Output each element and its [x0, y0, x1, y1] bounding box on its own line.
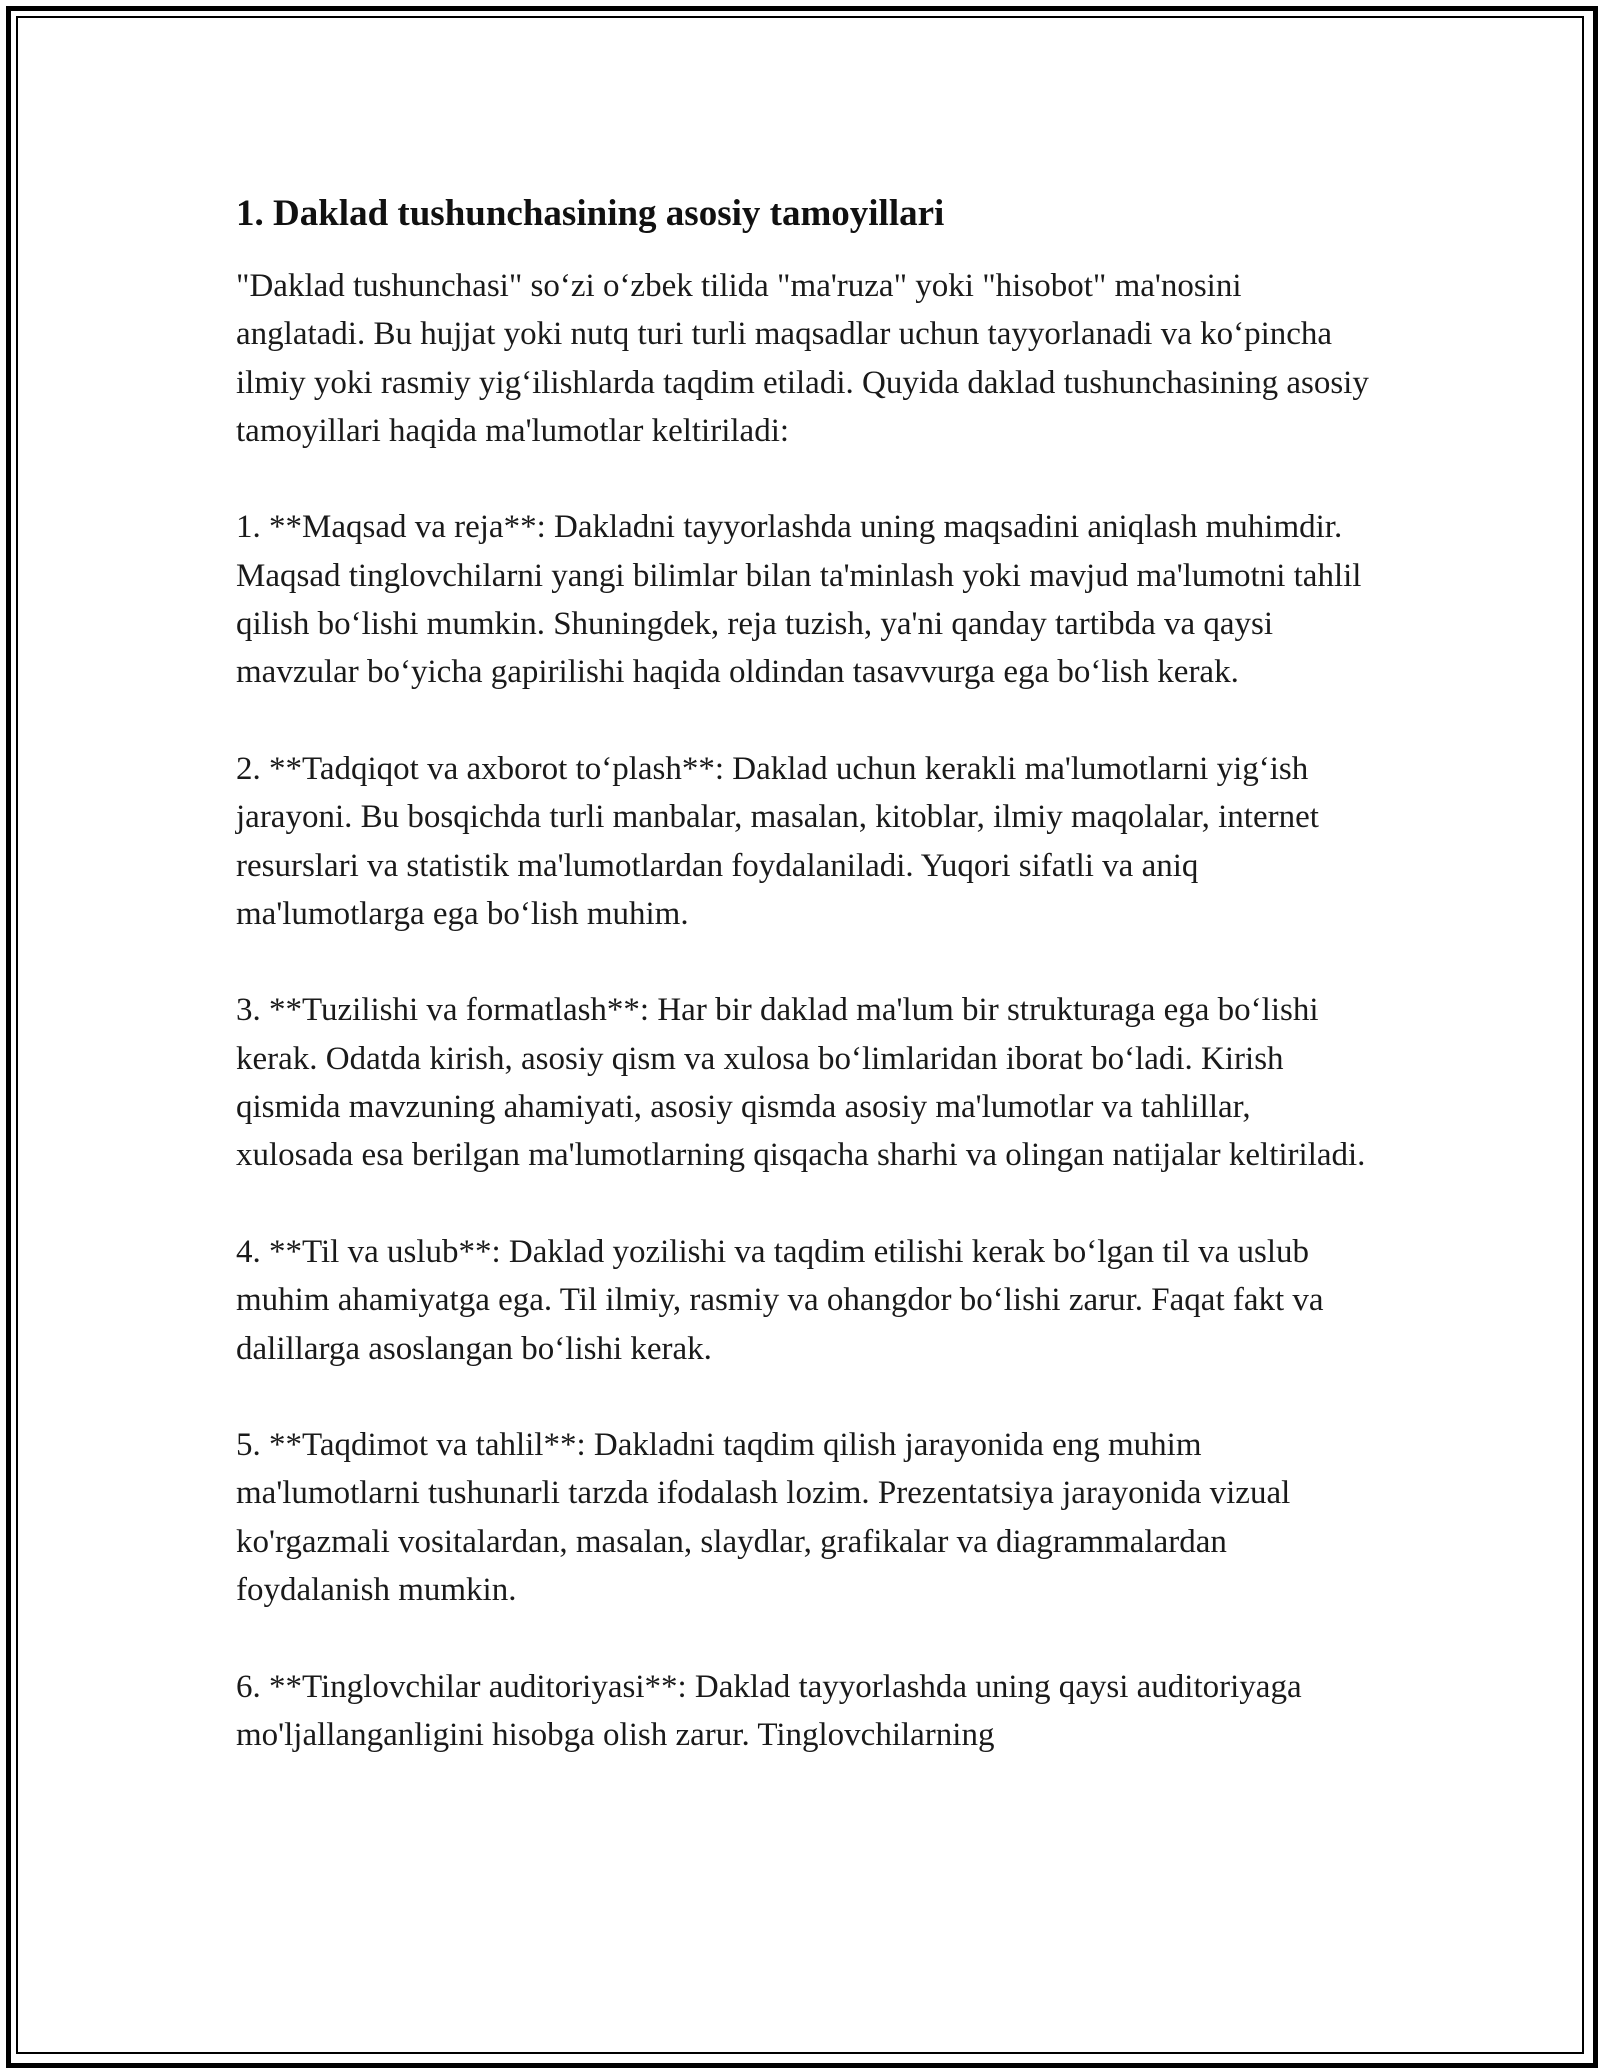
principle-2-paragraph: 2. **Tadqiqot va axborot to‘plash**: Daklad uchun kerakli ma'lumotlarni yig‘ish jarayoni. Bu bosqichda turli manbalar, masalan, kitoblar, ilmiy maqolalar, internet resurslari va statistik ma'lumotlardan foydalaniladi. Yuqori sifatli va aniq ma'lumotlarga ega bo‘lish muhim.	[236, 750, 1328, 932]
principle-3-paragraph: 3. **Tuzilishi va formatlash**: Har bir daklad ma'lum bir strukturaga ega bo‘lishi kerak. Odatda kirish, asosiy qism va xulosa bo‘limlaridan iborat bo‘ladi. Kirish qismida mavzuning ahamiyati, asosiy qismda asosiy ma'lumotlar va tahlillar, xulosada esa berilgan ma'lumotlarning qisqacha sharhi va olingan natijalar keltiriladi.	[236, 992, 1366, 1174]
document-title: 1. Daklad tushunchasining asosiy tamoyillari	[236, 193, 945, 234]
principle-6-paragraph: 6. **Tinglovchilar auditoriyasi**: Daklad tayyorlashda uning qaysi auditoriyaga mo'ljallanganligini hisobga olish zarur. Tinglovchilarning	[236, 1668, 1310, 1753]
principle-4-paragraph: 4. **Til va uslub**: Daklad yozilishi va taqdim etilishi kerak bo‘lgan til va uslub muhim ahamiyatga ega. Til ilmiy, rasmiy va ohangdor bo‘lishi zarur. Faqat fakt va dalillarga asoslangan bo‘lishi kerak.	[236, 1233, 1332, 1367]
principle-1-paragraph: 1. **Maqsad va reja**: Dakladni tayyorlashda uning maqsadini aniqlash muhimdir. Maqsad tinglovchilarni yangi bilimlar bilan ta'minlash yoki mavjud ma'lumotni tahlil qilish bo‘lishi mumkin. Shuningdek, reja tuzish, ya'ni qanday tartibda va qaysi mavzular bo‘yicha gapirilishi haqida oldindan tasavvurga ega bo‘lish kerak.	[236, 509, 1370, 691]
principle-5-paragraph: 5. **Taqdimot va tahlil**: Dakladni taqdim qilish jarayonida eng muhim ma'lumotlarni tushunarli tarzda ifodalash lozim. Prezentatsiya jarayonida vizual ko'rgazmali vositalardan, masalan, slaydlar, grafikalar va diagrammalardan foydalanish mumkin.	[236, 1427, 1299, 1609]
document-body	[236, 186, 1376, 1759]
intro-paragraph: "Daklad tushunchasi" so‘zi o‘zbek tilida "ma'ruza" yoki "hisobot" ma'nosini anglatadi. Bu hujjat yoki nutq turi turli maqsadlar uchun tayyorlanadi va ko‘pincha ilmiy yoki rasmiy yig‘ilishlarda taqdim etiladi. Quyida daklad tushunchasining asosiy tamoyillari haqida ma'lumotlar keltiriladi:	[236, 268, 1378, 449]
